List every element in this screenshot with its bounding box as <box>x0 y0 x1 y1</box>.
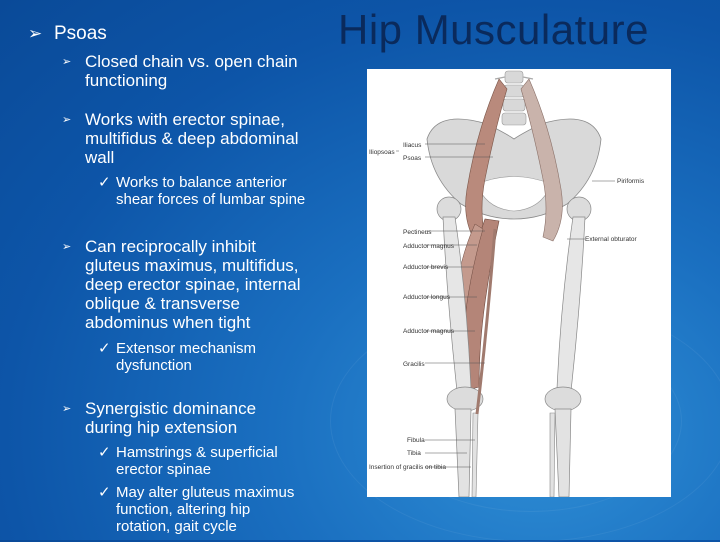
checkmark-icon: ✓ <box>98 444 111 461</box>
label-adductor-magnus-1: Adductor magnus <box>403 243 454 250</box>
bullet-text: Can reciprocally inhibit gluteus maximus, multifidus, deep erector spinae, internal oblique & transverse abdominus when tight <box>85 237 301 332</box>
sub-bullet-hamstrings <box>98 444 358 478</box>
checkmark-icon: ✓ <box>98 484 111 501</box>
label-gracilis: Gracilis <box>403 361 425 368</box>
slide-title: Hip Musculature <box>338 6 649 53</box>
label-piriformis: Piriformis <box>617 178 645 185</box>
arrow-bullet-icon: ➢ <box>28 24 43 43</box>
bullet-text: Extensor mechanism dysfunction <box>116 340 257 374</box>
bullet-erector-spinae <box>62 110 352 167</box>
bullet-text: Synergistic dominance during hip extension <box>85 399 257 437</box>
bullet-closed-chain <box>62 52 342 90</box>
label-psoas: Psoas <box>403 155 422 162</box>
sub-bullet-extensor-mechanism <box>98 340 358 374</box>
bullet-text: Psoas <box>54 23 107 44</box>
label-iliacus: Iliacus <box>403 142 422 149</box>
label-tibia: Tibia <box>407 450 421 457</box>
arrow-bullet-icon: ➢ <box>62 56 72 68</box>
bullet-text: Hamstrings & superficial erector spinae <box>116 444 278 478</box>
checkmark-icon: ✓ <box>98 174 111 191</box>
right-femur-illustration <box>557 217 585 391</box>
bullet-reciprocal-inhibit <box>62 237 352 332</box>
label-fibula: Fibula <box>407 437 425 444</box>
label-adductor-brevis: Adductor brevis <box>403 264 449 271</box>
label-adductor-magnus-2: Adductor magnus <box>403 328 454 335</box>
bullet-text: Closed chain vs. open chain functioning <box>85 52 298 90</box>
label-pectineus: Pectineus <box>403 229 432 236</box>
label-insertion-gracilis: Insertion of gracilis on tibia <box>369 464 446 471</box>
bullet-synergistic-dominance <box>62 399 352 437</box>
sub-bullet-gluteus-function <box>98 484 358 535</box>
label-iliopsoas: Iliopsoas <box>369 149 395 156</box>
bullet-text: Works with erector spinae, multifidus & deep abdominal wall <box>85 110 299 167</box>
arrow-bullet-icon: ➢ <box>62 241 72 253</box>
bullet-text: May alter gluteus maximus function, altering hip rotation, gait cycle <box>116 484 295 535</box>
sub-bullet-shear-forces <box>98 174 358 208</box>
bullet-text: Works to balance anterior shear forces of lumbar spine <box>116 174 306 208</box>
arrow-bullet-icon: ➢ <box>62 403 72 415</box>
arrow-bullet-icon: ➢ <box>62 114 72 126</box>
hip-anatomy-figure <box>367 69 671 497</box>
checkmark-icon: ✓ <box>98 340 111 357</box>
label-external-obturator: External obturator <box>585 236 637 243</box>
label-adductor-longus: Adductor longus <box>403 294 450 301</box>
